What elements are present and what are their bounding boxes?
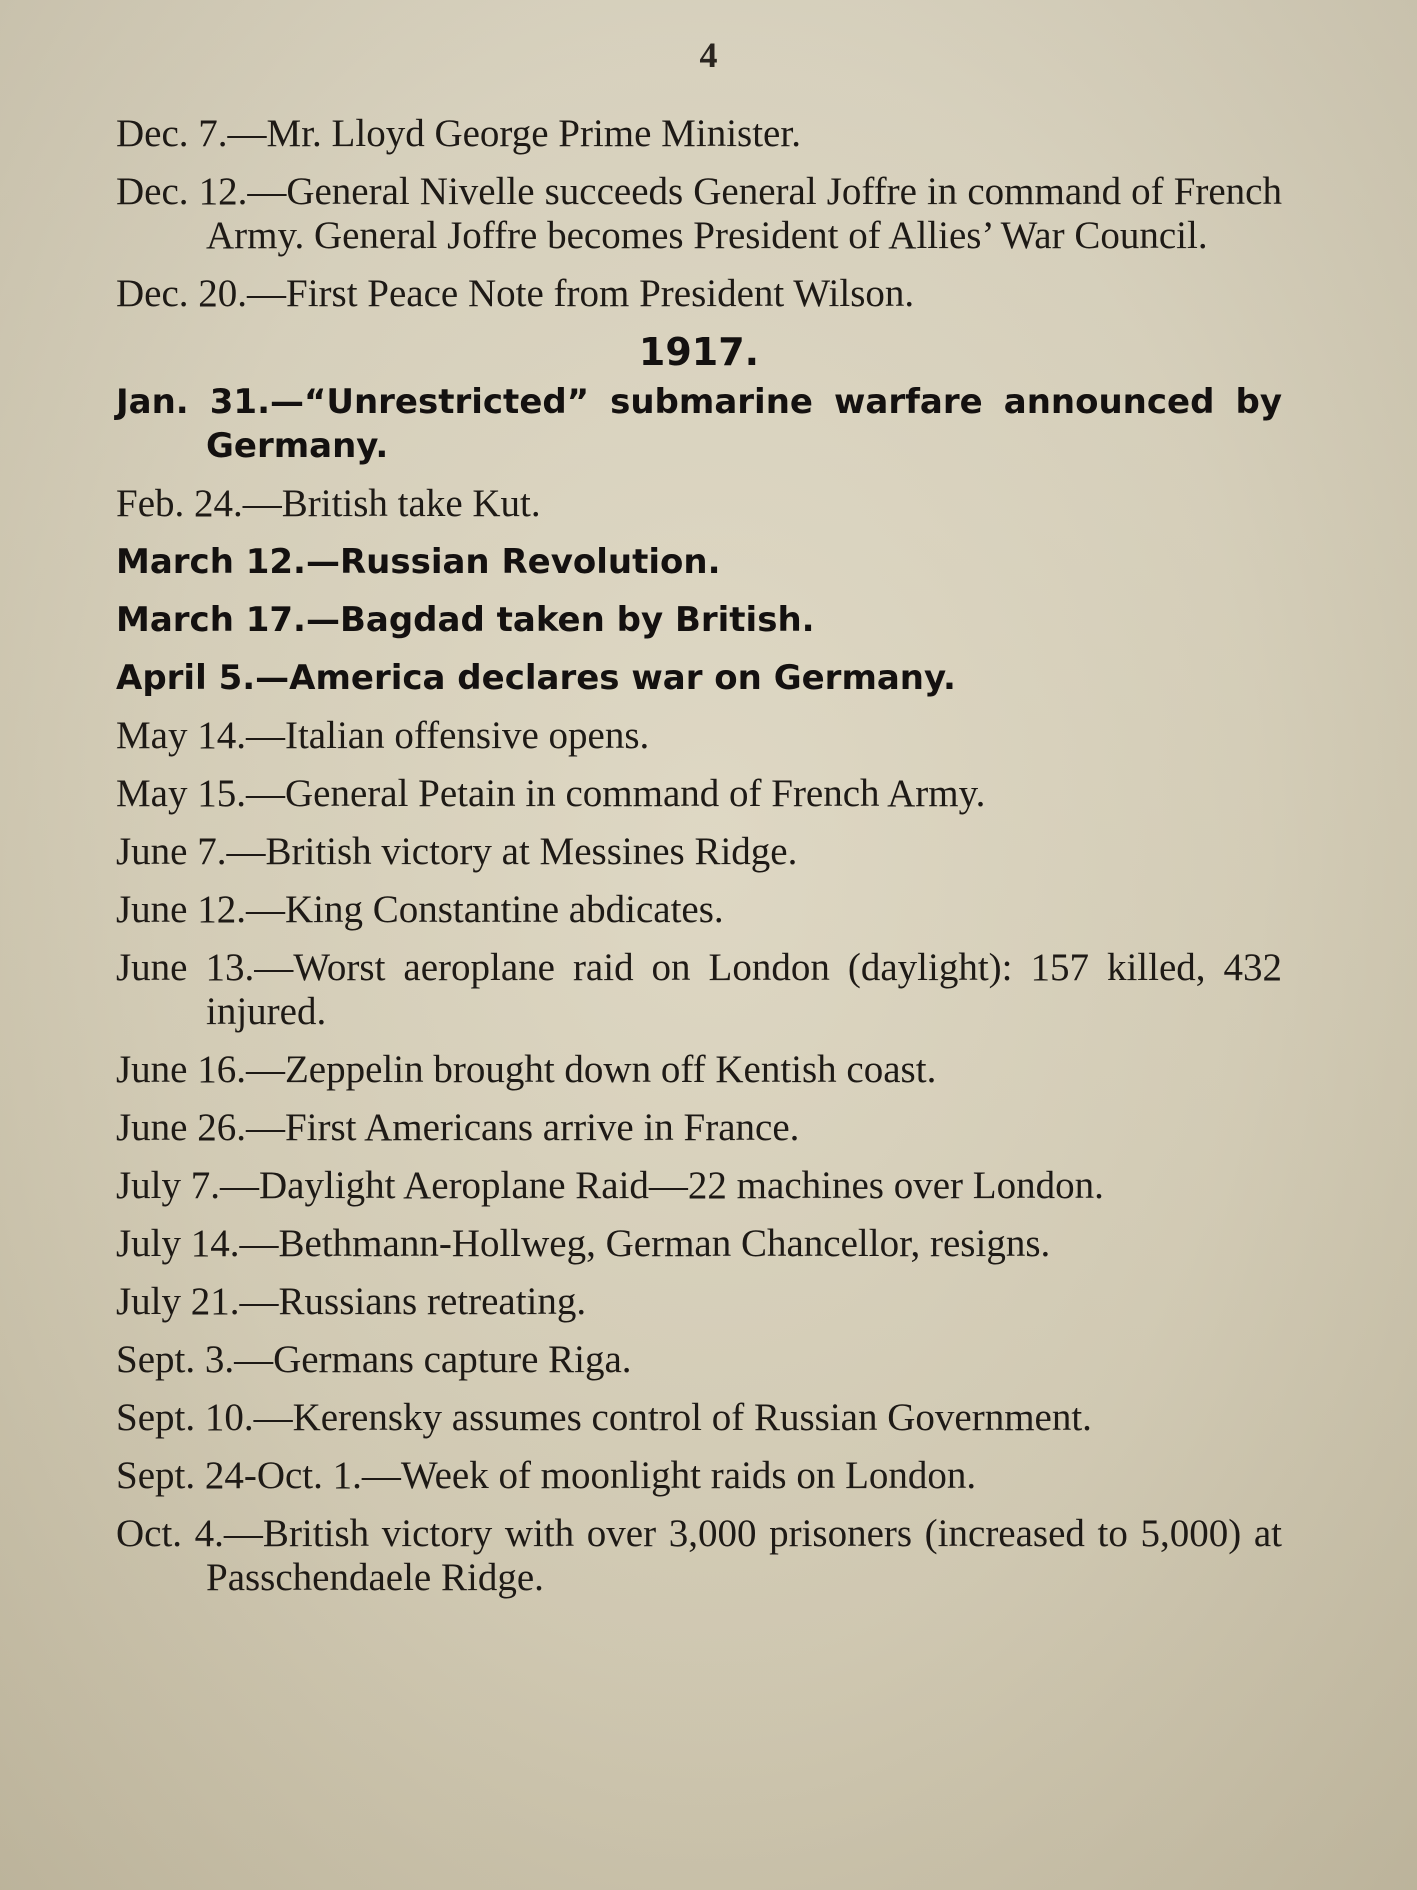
chronology-entry: June 16.—Zeppelin brought down off Kentish coast. — [116, 1048, 937, 1091]
chronology-entry: Dec. 12.—General Nivelle succeeds General Joffre in command of French Army. General Joffre becomes President of Allies’ War Council. — [116, 170, 1282, 257]
chronology-entry: March 12.—Russian Revolution. — [116, 542, 721, 582]
chronology-entry: May 14.—Italian offensive opens. — [116, 714, 650, 757]
chronology-entry: May 15.—General Petain in command of French Army. — [116, 772, 986, 815]
chronology-entry: Dec. 20.—First Peace Note from President Wilson. — [116, 272, 915, 315]
chronology-entry: April 5.—America declares war on Germany. — [116, 658, 956, 698]
chronology-entry: July 21.—Russians retreating. — [116, 1280, 587, 1323]
chronology-entry: March 17.—Bagdad taken by British. — [116, 600, 815, 640]
chronology-entry: June 7.—British victory at Messines Ridge. — [116, 830, 798, 873]
chronology-entry: Sept. 24-Oct. 1.—Week of moonlight raids on London. — [116, 1454, 977, 1497]
chronology-entry: June 26.—First Americans arrive in France. — [116, 1106, 800, 1149]
chronology-list — [116, 112, 1282, 1614]
chronology-entry: Sept. 10.—Kerensky assumes control of Russian Government. — [116, 1396, 1092, 1439]
chronology-entry: July 14.—Bethmann-Hollweg, German Chancellor, resigns. — [116, 1222, 1051, 1265]
year-heading: 1917. — [638, 330, 760, 374]
chronology-entry: Oct. 4.—British victory with over 3,000 prisoners (increased to 5,000) at Passchendaele Ridge. — [116, 1512, 1282, 1599]
chronology-entry: Jan. 31.—“Unrestricted” submarine warfare announced by Germany. — [116, 382, 1282, 466]
chronology-entry: Dec. 7.—Mr. Lloyd George Prime Minister. — [116, 112, 801, 155]
chronology-entry: Feb. 24.—British take Kut. — [116, 482, 541, 525]
chronology-entry: July 7.—Daylight Aeroplane Raid—22 machines over London. — [116, 1164, 1104, 1207]
chronology-entry: Sept. 3.—Germans capture Riga. — [116, 1338, 632, 1381]
chronology-entry: June 12.—King Constantine abdicates. — [116, 888, 724, 931]
chronology-entry: June 13.—Worst aeroplane raid on London (daylight): 157 killed, 432 injured. — [116, 946, 1282, 1033]
page-number: 4 — [699, 35, 718, 75]
